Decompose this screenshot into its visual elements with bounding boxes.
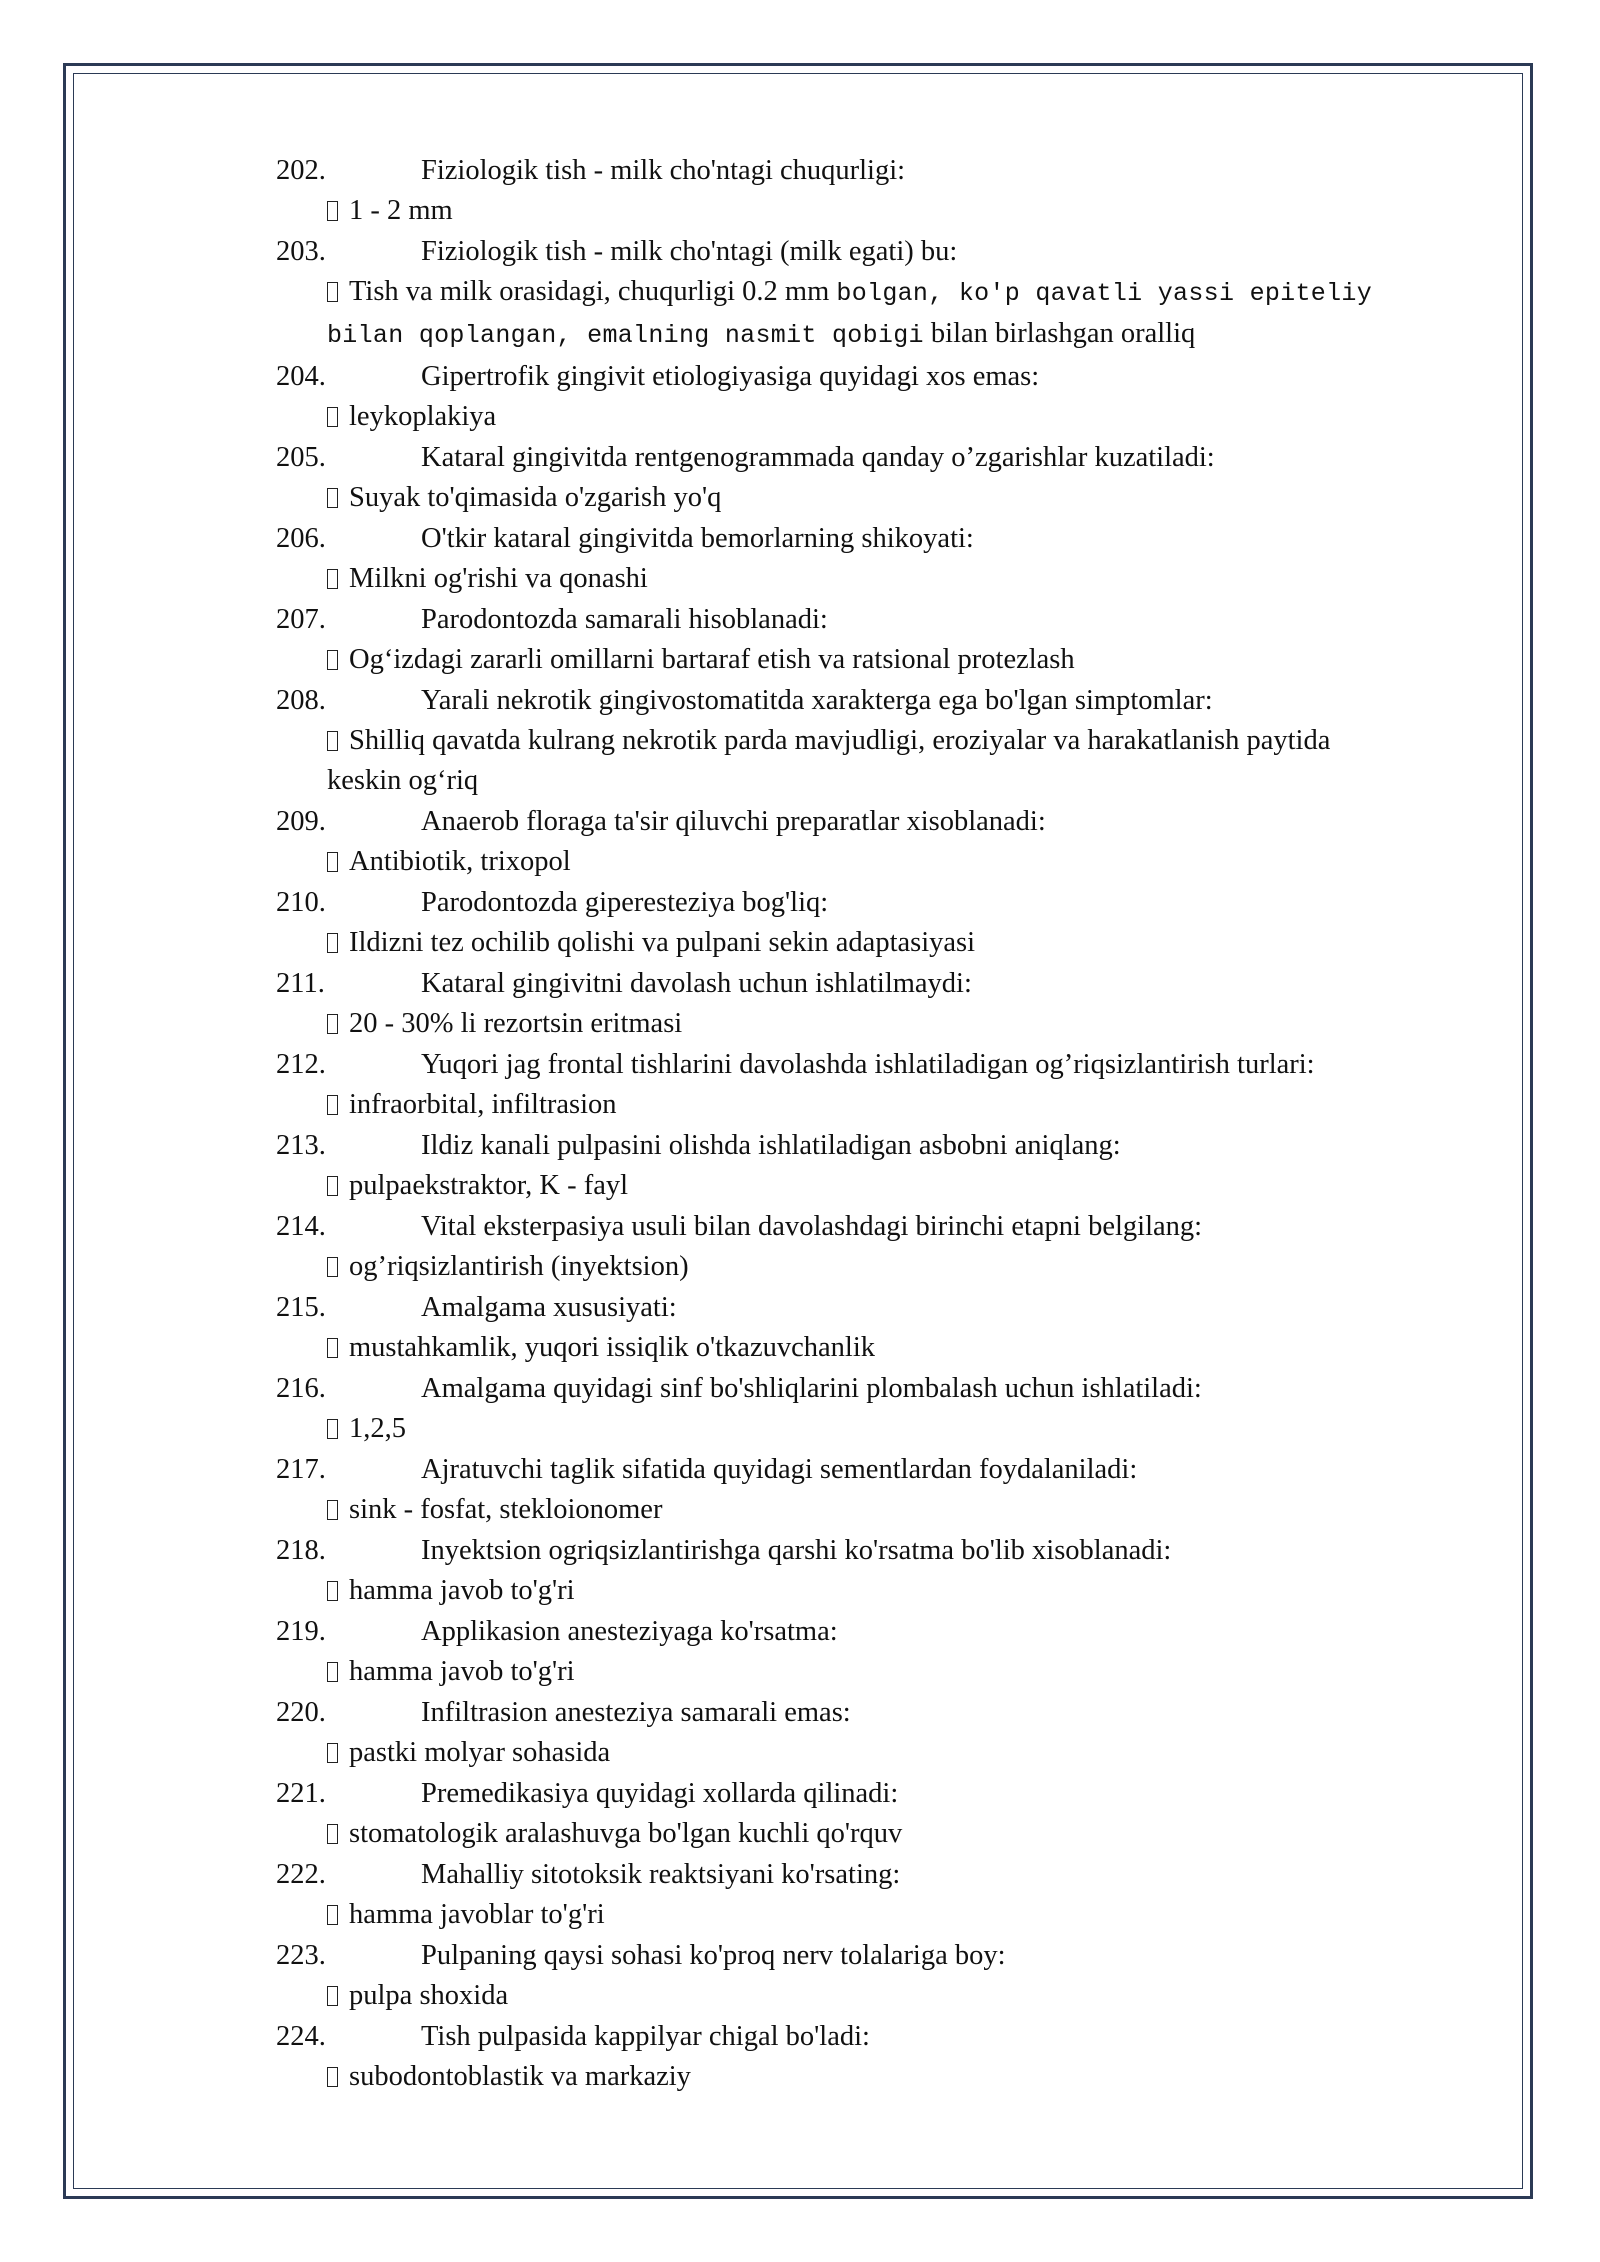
checkbox-icon (327, 1419, 338, 1439)
answer-209 (276, 842, 1476, 882)
question-214 (276, 1206, 1476, 1247)
answer-208-line-2 (276, 761, 1476, 801)
answer-text: mustahkamlik, yuqori issiqlik o'tkazuvchanlik (349, 1332, 875, 1363)
question-213 (276, 1125, 1476, 1166)
answer-215 (276, 1328, 1476, 1368)
question-204 (276, 356, 1476, 397)
question-text: Premedikasiya quyidagi xollarda qilinadi: (421, 1778, 899, 1809)
answer-text: Og‘izdagi zararli omillarni bartaraf etish va ratsional protezlash (349, 644, 1075, 675)
question-text: Ildiz kanali pulpasini olishda ishlatiladigan asbobni aniqlang: (421, 1130, 1121, 1161)
answer-text: bilan birlashgan oralliq (923, 318, 1196, 349)
answer-text: infraorbital, infiltrasion (349, 1089, 617, 1120)
checkbox-icon (327, 488, 338, 508)
question-text: Fiziologik tish - milk cho'ntagi chuqurligi: (421, 155, 906, 186)
checkbox-icon (327, 933, 338, 953)
answer-text: Suyak to'qimasida o'zgarish yo'q (349, 482, 722, 513)
answer-text: 1 - 2 mm (349, 195, 453, 226)
question-202 (276, 150, 1476, 191)
checkbox-icon (327, 201, 338, 221)
question-215 (276, 1287, 1476, 1328)
question-number: 217. (276, 1454, 326, 1485)
question-218 (276, 1530, 1476, 1571)
answer-text: subodontoblastik va markaziy (349, 2061, 691, 2092)
question-text: Fiziologik tish - milk cho'ntagi (milk egati) bu: (421, 236, 958, 267)
answer-203-line-1 (276, 272, 1476, 314)
answer-208-line-1 (276, 721, 1476, 761)
question-text: Infiltrasion anesteziya samarali emas: (421, 1697, 851, 1728)
question-number: 210. (276, 887, 326, 918)
question-209 (276, 801, 1476, 842)
question-number: 220. (276, 1697, 326, 1728)
answer-210 (276, 923, 1476, 963)
answer-text: hamma javob to'g'ri (349, 1575, 575, 1606)
answer-text-mono: bolgan, ko'p qavatli yassi epiteliy (836, 279, 1372, 308)
question-number: 221. (276, 1778, 326, 1809)
question-text: Kataral gingivitda rentgenogrammada qanday o’zgarishlar kuzatiladi: (421, 442, 1215, 473)
checkbox-icon (327, 1662, 338, 1682)
question-216 (276, 1368, 1476, 1409)
question-text: Amalgama quyidagi sinf bo'shliqlarini plombalash uchun ishlatiladi: (421, 1373, 1202, 1404)
question-224 (276, 2016, 1476, 2057)
checkbox-icon (327, 1986, 338, 2006)
checkbox-icon (327, 1257, 338, 1277)
question-221 (276, 1773, 1476, 1814)
question-number: 222. (276, 1859, 326, 1890)
answer-214 (276, 1247, 1476, 1287)
answer-219 (276, 1652, 1476, 1692)
answer-text: og’riqsizlantirish (inyektsion) (349, 1251, 689, 1282)
answer-text: Ildizni tez ochilib qolishi va pulpani sekin adaptasiyasi (349, 927, 976, 958)
answer-text: hamma javob to'g'ri (349, 1656, 575, 1687)
answer-text: sink - fosfat, stekloionomer (349, 1494, 663, 1525)
checkbox-icon (327, 1581, 338, 1601)
answer-text: pastki molyar sohasida (349, 1737, 611, 1768)
question-number: 203. (276, 236, 326, 267)
question-text: Inyektsion ogriqsizlantirishga qarshi ko'rsatma bo'lib xisoblanadi: (421, 1535, 1172, 1566)
answer-204 (276, 397, 1476, 437)
question-number: 207. (276, 604, 326, 635)
question-text: Applikasion anesteziyaga ko'rsatma: (421, 1616, 838, 1647)
answer-text: pulpaekstraktor, K - fayl (349, 1170, 629, 1201)
question-number: 214. (276, 1211, 326, 1242)
checkbox-icon (327, 1014, 338, 1034)
checkbox-icon (327, 1905, 338, 1925)
question-text: Gipertrofik gingivit etiologiyasiga quyidagi xos emas: (421, 361, 1040, 392)
question-number: 215. (276, 1292, 326, 1323)
checkbox-icon (327, 1500, 338, 1520)
checkbox-icon (327, 1743, 338, 1763)
answer-206 (276, 559, 1476, 599)
checkbox-icon (327, 1824, 338, 1844)
question-number: 211. (276, 968, 325, 999)
question-219 (276, 1611, 1476, 1652)
question-208 (276, 680, 1476, 721)
answer-207 (276, 640, 1476, 680)
answer-205 (276, 478, 1476, 518)
answer-220 (276, 1733, 1476, 1773)
question-number: 208. (276, 685, 326, 716)
checkbox-icon (327, 1176, 338, 1196)
answer-text: keskin og‘riq (327, 765, 479, 796)
answer-221 (276, 1814, 1476, 1854)
answer-text: 1,2,5 (349, 1413, 406, 1444)
answer-text: pulpa shoxida (349, 1980, 509, 2011)
question-text: Ajratuvchi taglik sifatida quyidagi sementlardan foydalaniladi: (421, 1454, 1138, 1485)
question-222 (276, 1854, 1476, 1895)
answer-text: Shilliq qavatda kulrang nekrotik parda mavjudligi, eroziyalar va harakatlanish paytida (349, 725, 1331, 756)
answer-216 (276, 1409, 1476, 1449)
question-210 (276, 882, 1476, 923)
question-205 (276, 437, 1476, 478)
question-text: Pulpaning qaysi sohasi ko'proq nerv tolalariga boy: (421, 1940, 1006, 1971)
question-text: Mahalliy sitotoksik reaktsiyani ko'rsating: (421, 1859, 901, 1890)
answer-212 (276, 1085, 1476, 1125)
question-text: Vital eksterpasiya usuli bilan davolashdagi birinchi etapni belgilang: (421, 1211, 1203, 1242)
question-number: 223. (276, 1940, 326, 1971)
question-list (276, 150, 1476, 2097)
answer-218 (276, 1571, 1476, 1611)
answer-text: 20 - 30% li rezortsin eritmasi (349, 1008, 683, 1039)
answer-223 (276, 1976, 1476, 2016)
checkbox-icon (327, 852, 338, 872)
checkbox-icon (327, 1095, 338, 1115)
question-number: 224. (276, 2021, 326, 2052)
answer-222 (276, 1895, 1476, 1935)
question-207 (276, 599, 1476, 640)
answer-text: Tish va milk orasidagi, chuqurligi 0.2 mm (349, 276, 837, 307)
checkbox-icon (327, 569, 338, 589)
question-number: 202. (276, 155, 326, 186)
answer-224 (276, 2057, 1476, 2097)
question-text: Tish pulpasida kappilyar chigal bo'ladi: (421, 2021, 870, 2052)
checkbox-icon (327, 2067, 338, 2087)
question-206 (276, 518, 1476, 559)
answer-text: leykoplakiya (349, 401, 497, 432)
question-text: Amalgama xususiyati: (421, 1292, 677, 1323)
question-220 (276, 1692, 1476, 1733)
answer-202 (276, 191, 1476, 231)
question-number: 213. (276, 1130, 326, 1161)
question-number: 205. (276, 442, 326, 473)
question-number: 206. (276, 523, 326, 554)
answer-text: stomatologik aralashuvga bo'lgan kuchli qo'rquv (349, 1818, 903, 1849)
question-212 (276, 1044, 1476, 1085)
answer-213 (276, 1166, 1476, 1206)
question-223 (276, 1935, 1476, 1976)
answer-text: hamma javoblar to'g'ri (349, 1899, 605, 1930)
question-217 (276, 1449, 1476, 1490)
question-number: 219. (276, 1616, 326, 1647)
question-text: Yuqori jag frontal tishlarini davolashda ishlatiladigan og’riqsizlantirish turlari: (421, 1049, 1315, 1080)
answer-211 (276, 1004, 1476, 1044)
checkbox-icon (327, 407, 338, 427)
question-number: 216. (276, 1373, 326, 1404)
question-number: 209. (276, 806, 326, 837)
checkbox-icon (327, 282, 338, 302)
question-text: Anaerob floraga ta'sir qiluvchi preparatlar xisoblanadi: (421, 806, 1046, 837)
question-text: Kataral gingivitni davolash uchun ishlatilmaydi: (421, 968, 972, 999)
question-text: Yarali nekrotik gingivostomatitda xarakterga ega bo'lgan simptomlar: (421, 685, 1213, 716)
question-text: Parodontozda samarali hisoblanadi: (421, 604, 828, 635)
question-text: Parodontozda giperesteziya bog'liq: (421, 887, 829, 918)
question-203 (276, 231, 1476, 272)
question-number: 212. (276, 1049, 326, 1080)
checkbox-icon (327, 650, 338, 670)
answer-217 (276, 1490, 1476, 1530)
answer-203-line-2 (276, 314, 1476, 356)
answer-text: Antibiotik, trixopol (349, 846, 571, 877)
question-number: 218. (276, 1535, 326, 1566)
question-text: O'tkir kataral gingivitda bemorlarning shikoyati: (421, 523, 974, 554)
question-211 (276, 963, 1476, 1004)
question-number: 204. (276, 361, 326, 392)
answer-text-mono: bilan qoplangan, emalning nasmit qobigi (327, 321, 924, 350)
checkbox-icon (327, 1338, 338, 1358)
answer-text: Milkni og'rishi va qonashi (349, 563, 648, 594)
checkbox-icon (327, 731, 338, 751)
